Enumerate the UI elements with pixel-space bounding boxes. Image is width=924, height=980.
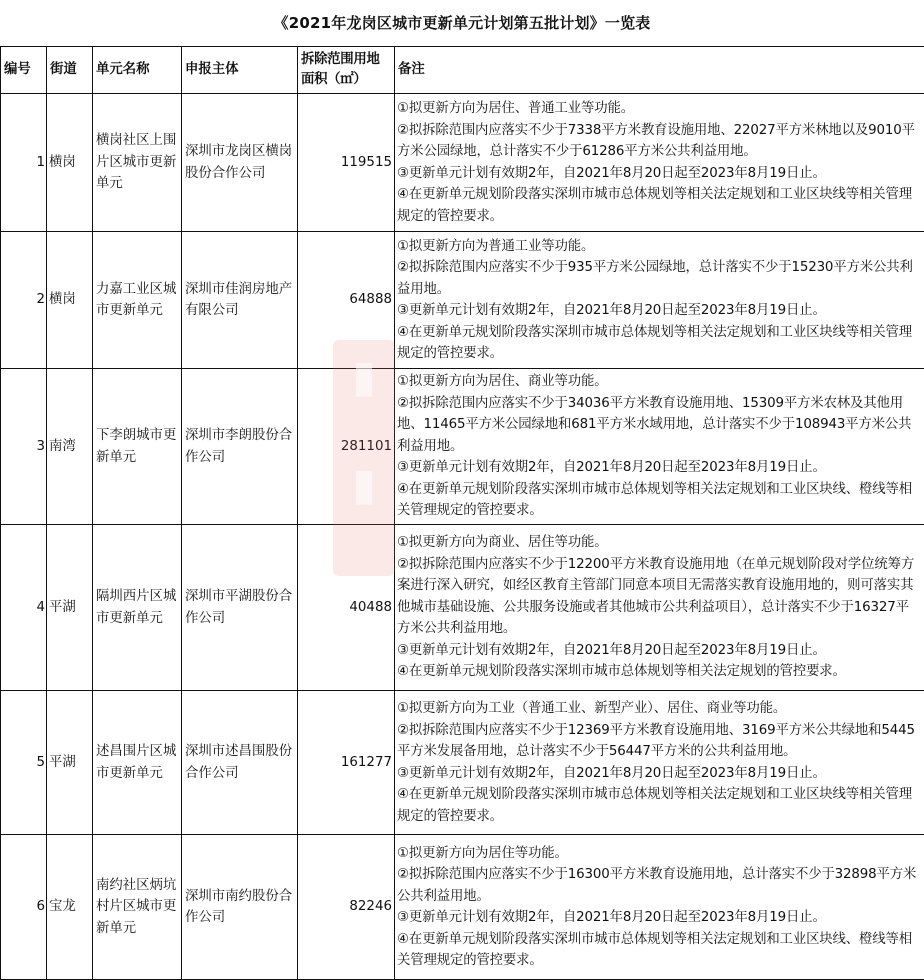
row-note — [395, 835, 924, 980]
table-row — [1, 94, 924, 232]
row-note — [395, 525, 924, 691]
note-line: ②拟拆除范围内应落实不少于12200平方米教育设施用地（在单元规划阶段对学位统筹方案进行深入研究，如经区教育主管部门同意本项目无需落实教育设施用地的，则可落实其他城市基础设施、公共服务设施或者其他城市公共利益项目），总计落实不少于16327平方米公共利益用地。 — [397, 556, 915, 637]
row-no: 3 — [1, 369, 47, 525]
row-area: 281101 — [298, 369, 395, 525]
row-note — [395, 369, 924, 525]
note-line: ④在更新单元规划阶段落实深圳市城市总体规划等相关法定规划的管控要求。 — [397, 664, 846, 680]
row-area: 161277 — [298, 691, 395, 835]
row-street: 平湖 — [47, 525, 93, 691]
row-note — [395, 94, 924, 232]
row-applicant: 深圳市述昌围股份合作公司 — [182, 691, 298, 835]
watermark-glyph: ▮ — [351, 351, 377, 402]
note-line: ①拟更新方向为居住、商业等功能。 — [397, 374, 608, 390]
row-applicant: 深圳市南约股份合作公司 — [182, 835, 298, 980]
plan-table — [0, 46, 924, 980]
table-row — [1, 232, 924, 369]
row-applicant: 深圳市平湖股份合作公司 — [182, 525, 298, 691]
note-line: ④在更新单元规划阶段落实深圳市城市总体规划等相关法定规划和工业区块线、橙线等相关管理规定的管控要求。 — [397, 481, 912, 519]
table-header-row — [1, 47, 924, 94]
table-row — [1, 691, 924, 835]
note-line: ④在更新单元规划阶段落实深圳市城市总体规划等相关法定规划和工业区块线等相关管理规定的管控要求。 — [397, 787, 912, 824]
header-unit: 单元名称 — [93, 47, 182, 94]
row-area: 40488 — [298, 525, 395, 691]
row-unit-name: 下李朗城市更新单元 — [93, 369, 182, 525]
note-line: ①拟更新方向为居住等功能。 — [397, 845, 568, 861]
header-no: 编号 — [1, 47, 47, 94]
note-line: ①拟更新方向为工业（普通工业、新型产业）、居住、商业等功能。 — [397, 701, 787, 716]
row-street: 横岗 — [47, 94, 93, 232]
note-line: ②拟拆除范围内应落实不少于16300平方米教育设施用地，总计落实不少于32898平方米公共利益用地。 — [397, 867, 917, 904]
row-unit-name: 横岗社区上围片区城市更新单元 — [93, 94, 182, 232]
row-applicant: 深圳市佳润房地产有限公司 — [182, 232, 298, 369]
row-applicant: 深圳市李朗股份合作公司 — [182, 369, 298, 525]
note-line: ④在更新单元规划阶段落实深圳市城市总体规划等相关法定规划和工业区块线、橙线等相关管理规定的管控要求。 — [397, 931, 912, 968]
row-note — [395, 691, 924, 835]
table-row — [1, 369, 924, 525]
note-line: ②拟拆除范围内应落实不少于34036平方米教育设施用地、15309平方米农林及其他用地、11465平方米公园绿地和681平方米水域用地，总计落实不少于108943平方米公共利益用地。 — [397, 395, 912, 454]
header-note: 备注 — [395, 47, 924, 94]
note-line: ③更新单元计划有效期2年，自2021年8月20日起至2023年8月19日止。 — [397, 303, 826, 318]
table-row — [1, 525, 924, 691]
row-no: 6 — [1, 835, 47, 980]
row-unit-name: 隔圳西片区城市更新单元 — [93, 525, 182, 691]
row-area: 82246 — [298, 835, 395, 980]
note-line: ③更新单元计划有效期2年，自2021年8月20日起至2023年8月19日止。 — [397, 165, 826, 181]
row-no: 1 — [1, 94, 47, 232]
row-no: 4 — [1, 525, 47, 691]
page-title: 《2021年龙岗区城市更新单元计划第五批计划》一览表 — [273, 14, 651, 32]
note-line: ④在更新单元规划阶段落实深圳市城市总体规划等相关法定规划和工业区块线等相关管理规定的管控要求。 — [397, 324, 912, 361]
row-unit-name: 述昌围片区城市更新单元 — [93, 691, 182, 835]
row-street: 南湾 — [47, 369, 93, 525]
watermark-glyph: ▮ — [351, 459, 377, 510]
header-applicant: 申报主体 — [182, 47, 298, 94]
row-no: 5 — [1, 691, 47, 835]
note-line: ②拟拆除范围内应落实不少于935平方米公园绿地，总计落实不少于15230平方米公共利益用地。 — [397, 260, 913, 297]
note-line: ④在更新单元规划阶段落实深圳市城市总体规划等相关法定规划和工业区块线等相关管理规定的管控要求。 — [397, 187, 912, 224]
row-area: 64888 — [298, 232, 395, 369]
note-line: ②拟拆除范围内应落实不少于7338平方米教育设施用地、22027平方米林地以及9010平方米公园绿地，总计落实不少于61286平方米公共利益用地。 — [397, 122, 915, 159]
row-area: 119515 — [298, 94, 395, 232]
row-no: 2 — [1, 232, 47, 369]
row-unit-name: 南约社区炳坑村片区城市更新单元 — [93, 835, 182, 980]
row-street: 宝龙 — [47, 835, 93, 980]
note-line: ③更新单元计划有效期2年，自2021年8月20日起至2023年8月19日止。 — [397, 765, 826, 781]
row-applicant: 深圳市龙岗区横岗股份合作公司 — [182, 94, 298, 232]
note-line: ③更新单元计划有效期2年，自2021年8月20日起至2023年8月19日止。 — [397, 460, 826, 476]
note-line: ①拟更新方向为居住、普通工业等功能。 — [397, 101, 634, 116]
header-street: 街道 — [47, 47, 93, 94]
row-note — [395, 232, 924, 369]
table-row — [1, 835, 924, 980]
note-line: ①拟更新方向为商业、居住等功能。 — [397, 535, 608, 551]
row-street: 横岗 — [47, 232, 93, 369]
note-line: ②拟拆除范围内应落实不少于12369平方米教育设施用地、3169平方米公共绿地和5445平方米发展备用地，总计落实不少于56447平方米的公共利益用地。 — [397, 722, 915, 759]
note-line: ③更新单元计划有效期2年，自2021年8月20日起至2023年8月19日止。 — [397, 642, 826, 658]
note-line: ①拟更新方向为普通工业等功能。 — [397, 238, 595, 254]
note-line: ③更新单元计划有效期2年，自2021年8月20日起至2023年8月19日止。 — [397, 910, 826, 925]
row-street: 平湖 — [47, 691, 93, 835]
row-unit-name: 力嘉工业区城市更新单元 — [93, 232, 182, 369]
header-area: 拆除范围用地面积（㎡） — [298, 47, 395, 94]
